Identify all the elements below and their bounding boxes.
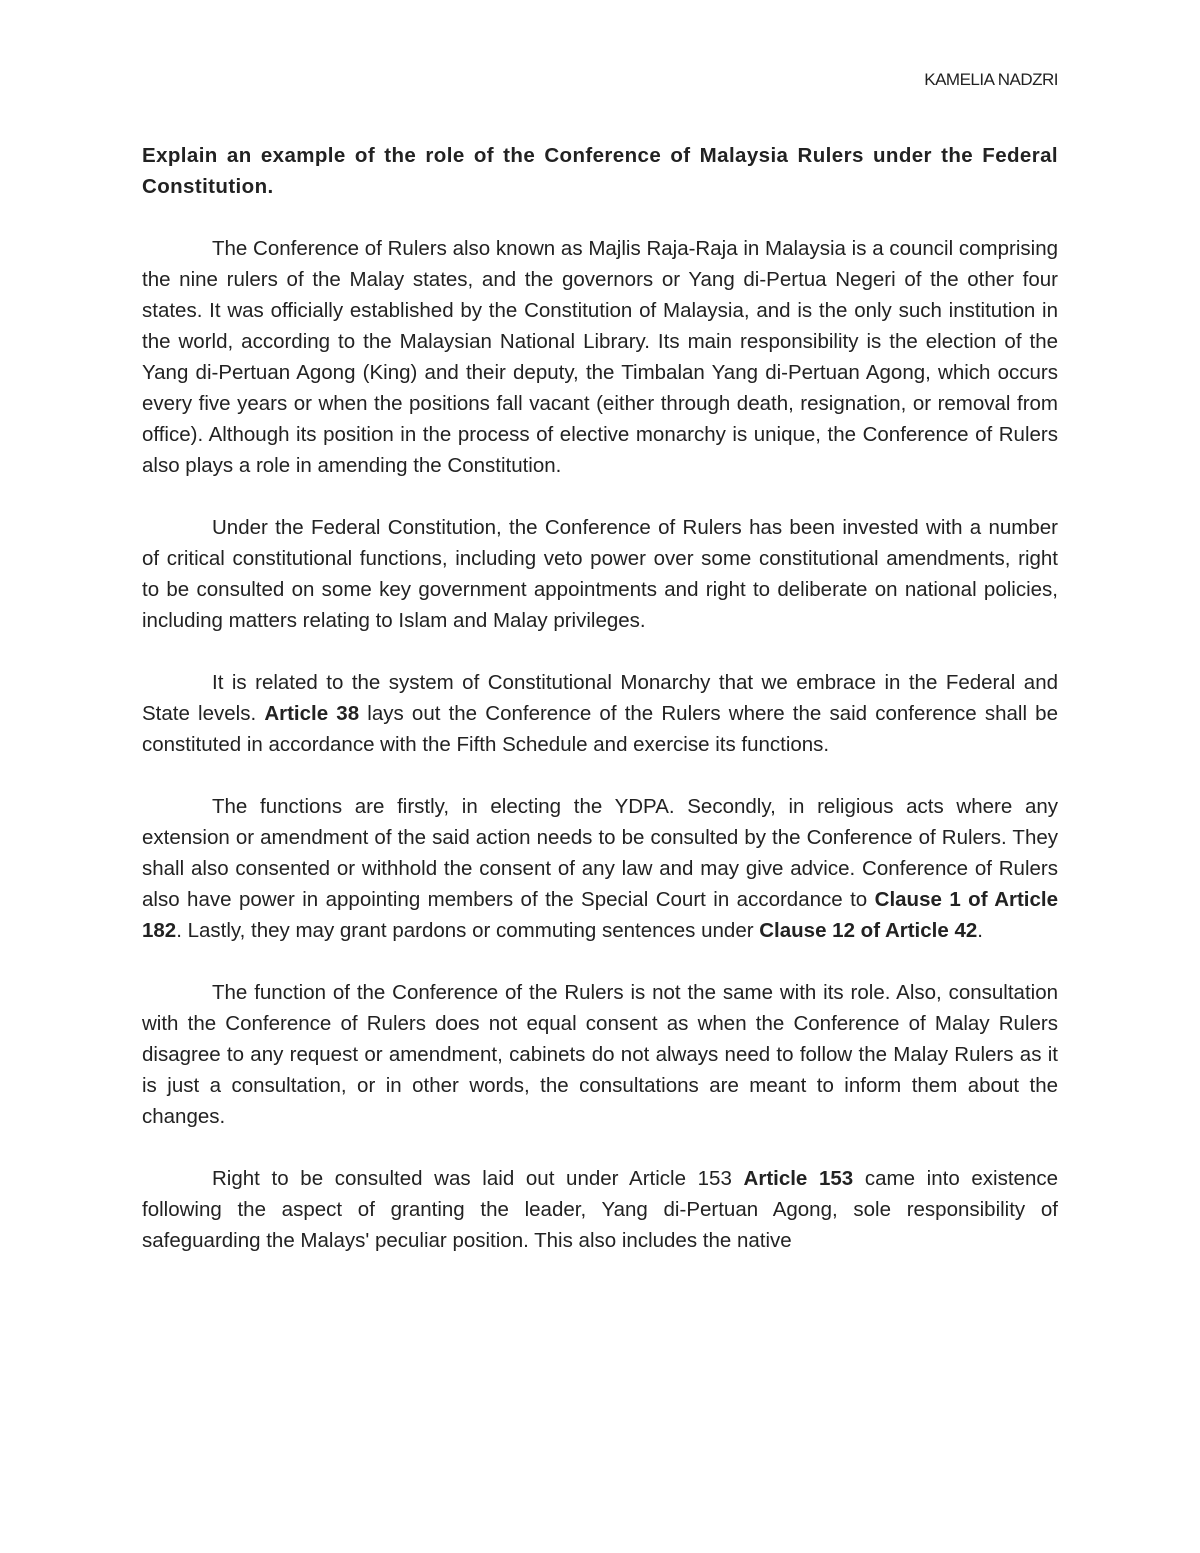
paragraph-text: Right to be consulted was laid out under Article 153 xyxy=(212,1167,744,1190)
document-body xyxy=(142,140,1058,1287)
body-paragraph xyxy=(142,512,1058,636)
document-title: Explain an example of the role of the Conference of Malaysia Rulers under the Federal Constitution. xyxy=(142,144,1058,198)
paragraph-text: lays out the Conference of the Rulers where the said conference shall be constituted in accordance with the Fifth Schedule and exercise its functions. xyxy=(142,702,1058,756)
paragraph-text: It is related to the system of Constitutional Monarchy that we embrace in the Federal and State levels. xyxy=(142,671,1058,725)
paragraph-text: The Conference of Rulers also known as Majlis Raja-Raja in Malaysia is a council comprising the nine rulers of the Malay states, and the governors or Yang di-Pertua Negeri of the other four states. It was officially established by the Constitution of Malaysia, and is the only such institution in the world, according to the Malaysian National Library. Its main responsibility is the election of the Yang di-Pertuan Agong (King) and their deputy, the Timbalan Yang di-Pertuan Agong, which occurs every five years or when the positions fall vacant (either through death, resignation, or removal from office). Although its position in the process of elective monarchy is unique, the Conference of Rulers also plays a role in amending the Constitution. xyxy=(142,237,1058,477)
paragraph-text: . xyxy=(977,919,983,942)
body-paragraph xyxy=(142,977,1058,1132)
author-name-header: KAMELIA NADZRI xyxy=(924,70,1058,89)
paragraph-text: came into existence following the aspect of granting the leader, Yang di-Pertuan Agong, sole responsibility of safeguarding the Malays' peculiar position. This also includes the native xyxy=(142,1167,1059,1252)
bold-reference: Clause 12 of Article 42 xyxy=(759,919,978,942)
paragraph-list xyxy=(142,233,1058,1256)
body-paragraph xyxy=(142,1163,1058,1256)
body-paragraph xyxy=(142,233,1058,481)
paragraph-text: Under the Federal Constitution, the Conference of Rulers has been invested with a number of critical constitutional functions, including veto power over some constitutional amendments, right to be consulted on some key government appointments and right to deliberate on national policies, including matters relating to Islam and Malay privileges. xyxy=(142,516,1058,632)
bold-reference: Clause 1 of Article 182 xyxy=(142,888,1059,942)
paragraph-text: The function of the Conference of the Rulers is not the same with its role. Also, consultation with the Conference of Rulers does not equal consent as when the Conference of Malay Rulers disagree to any request or amendment, cabinets do not always need to follow the Malay Rulers as it is just a consultation, or in other words, the consultations are meant to inform them about the changes. xyxy=(142,981,1058,1128)
body-paragraph xyxy=(142,667,1058,760)
paragraph-text: The functions are firstly, in electing the YDPA. Secondly, in religious acts where any extension or amendment of the said action needs to be consulted by the Conference of Rulers. They shall also consented or withhold the consent of any law and may give advice. Conference of Rulers also have power in appointing members of the Special Court in accordance to xyxy=(142,795,1058,911)
body-paragraph xyxy=(142,791,1058,946)
bold-reference: Article 153 xyxy=(743,1167,854,1190)
bold-reference: Article 38 xyxy=(264,702,360,725)
paragraph-text: . Lastly, they may grant pardons or commuting sentences under xyxy=(176,919,760,942)
